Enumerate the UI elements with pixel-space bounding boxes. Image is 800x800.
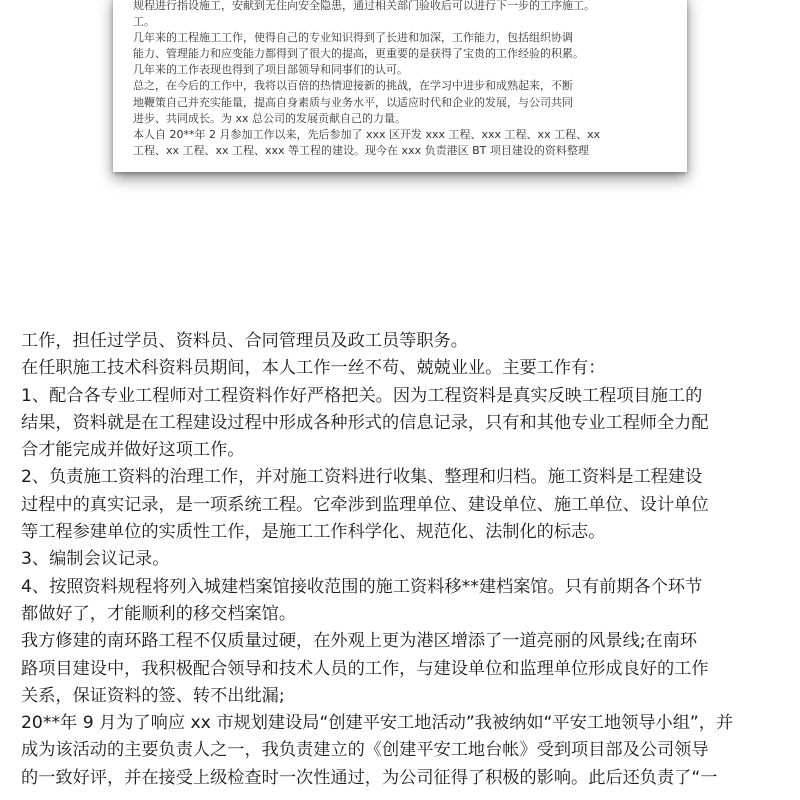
paper-line: 几年来的工作表现也得到了项目部领导和同事们的认可。 [133, 63, 408, 77]
document-page-text [133, 0, 673, 159]
body-line: 结果，资料就是在工程建设过程中形成各种形式的信息记录，只有和其他专业工程师全力配 [21, 412, 709, 433]
paper-line: 能力、管理能力和应变能力都得到了很大的提高，更重要的是获得了宝贵的工作经验的积累。 [133, 47, 584, 61]
body-line: 的一致好评，并在接受上级检查时一次性通过，为公司征得了积极的影响。此后还负责了“一 [21, 767, 718, 788]
body-line: 4、按照资料规程将列入城建档案馆接收范围的施工资料移**建档案馆。只有前期各个环节 [21, 576, 703, 597]
body-line: 1、配合各专业工程师对工程资料作好严格把关。因为工程资料是真实反映工程项目施工的 [21, 385, 703, 406]
body-line: 等工程参建单位的实质性工作，是施工工作科学化、规范化、法制化的标志。 [21, 522, 606, 543]
paper-line: 进步、共同成长。为 xx 总公司的发展贡献自己的力量。 [133, 111, 407, 125]
body-line: 2、负责施工资料的治理工作，并对施工资料进行收集、整理和归档。施工资料是工程建设 [21, 467, 703, 488]
document-preview-area [0, 0, 800, 300]
body-line: 合才能完成并做好这项工作。 [21, 440, 245, 461]
body-line: 都做好了，才能顺利的移交档案馆。 [21, 603, 297, 624]
paper-line: 工。 [133, 15, 155, 29]
body-line: 在任职施工技术科资料员期间，本人工作一丝不苟、兢兢业业。主要工作有： [21, 358, 606, 379]
paper-line: 地鞭策自己并充实能量，提高自身素质与业务水平，以适应时代和企业的发展，与公司共同 [133, 95, 573, 109]
paper-line: 几年来的工程施工工作，使得自己的专业知识得到了长进和加深，工作能力，包括组织协调 [133, 31, 573, 45]
body-line: 工作，担任过学员、资料员、合同管理员及政工员等职务。 [21, 331, 468, 351]
paper-line: 工程、xx 工程、xx 工程、xxx 等工程的建设。现今在 xxx 负责港区 BT 项目建设的资料整理 [133, 143, 589, 157]
body-line: 成为该活动的主要负责人之一，我负责建立的《创建平安工地台帐》受到项目部及公司领导 [21, 740, 709, 761]
body-line: 过程中的真实记录，是一项系统工程。它牵涉到监理单位、建设单位、施工单位、设计单位 [21, 494, 709, 515]
body-line: 关系，保证资料的签、转不出纰漏; [21, 685, 285, 706]
body-line: 我方修建的南环路工程不仅质量过硬，在外观上更为港区增添了一道亮丽的风景线;在南环 [21, 631, 698, 652]
paper-line: 本人自 20**年 2 月参加工作以来，先后参加了 xxx 区开发 xxx 工程、xxx 工程、xx 工程、xx [133, 127, 601, 141]
body-line: 路项目建设中，我积极配合领导和技术人员的工作，与建设单位和监理单位形成良好的工作 [21, 658, 709, 679]
paper-line: 总之，在今后的工作中，我将以百倍的热情迎接新的挑战，在学习中进步和成熟起来，不断 [133, 79, 573, 93]
document-page-thumbnail [113, 0, 687, 172]
body-line: 20**年 9 月为了响应 xx 市规划建设局“创建平安工地活动”我被纳如“平安工地领导小组”，并 [21, 713, 734, 734]
document-body-text [21, 328, 785, 792]
paper-line: 规程进行指设施工，安献到无住向安全隐患，通过相关部门验收后可以进行下一步的工序施工。 [133, 0, 595, 12]
body-line: 3、编制会议记录。 [21, 549, 170, 570]
